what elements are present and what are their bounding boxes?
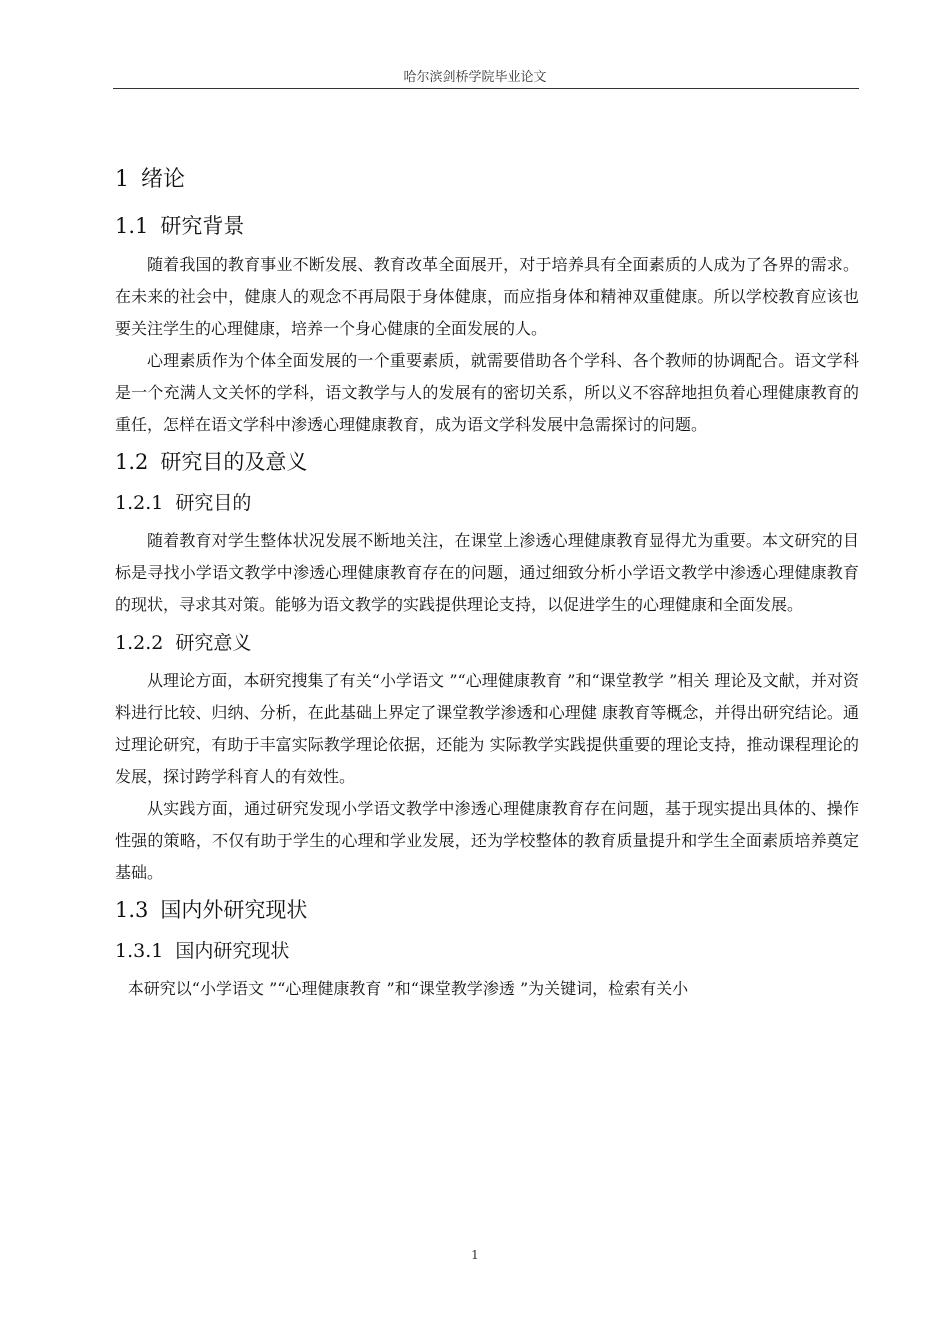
page-number: 1 — [471, 1248, 479, 1262]
paragraph: 随着教育对学生整体状况发展不断地关注，在课堂上渗透心理健康教育显得尤为重要。本文研究的目标是寻找小学语文教学中渗透心理健康教育存在的问题，通过细致分析小学语文教学中渗透心理健康教育的现状，寻求其对策。能够为语文教学的实践提供理论支持，以促进学生的心理健康和全面发展。 — [115, 531, 859, 614]
section-number: 1.2 — [115, 450, 149, 474]
section-heading-1-1 — [115, 207, 859, 245]
subsection-number: 1.3.1 — [115, 940, 164, 962]
paragraph: 从实践方面，通过研究发现小学语文教学中渗透心理健康教育存在问题，基于现实提出具体的、操作性强的策略，不仅有助于学生的心理和学业发展，还为学校整体的教育质量提升和学生全面素质培养奠定基础。 — [115, 799, 859, 882]
subsection-number: 1.2.2 — [115, 632, 164, 654]
section-number: 1.1 — [115, 214, 149, 238]
paragraph: 本研究以“小学语文 ”“心理健康教育 ”和“课堂教学渗透 ”为关键词，检索有关小 — [127, 979, 689, 998]
paragraph: 从理论方面，本研究搜集了有关“小学语文 ”“心理健康教育 ”和“课堂教学 ”相关 理论及文献，并对资料进行比较、归纳、分析，在此基础上界定了课堂教学渗透和心理健 康教育等概念，并得出研究结论。通过理论研究，有助于丰富实际教学理论依据，还能为 实际教学实践提供重要的理论支持，推动课程理论的发展，探讨跨学科育人的有效性。 — [115, 671, 859, 786]
subsection-heading-1-3-1 — [115, 933, 859, 969]
body-content — [115, 160, 859, 1005]
subsection-title: 国内研究现状 — [175, 940, 290, 962]
section-title: 国内外研究现状 — [160, 898, 308, 922]
running-header: 哈尔滨剑桥学院毕业论文 — [403, 70, 547, 85]
paragraph: 随着我国的教育事业不断发展、教育改革全面展开，对于培养具有全面素质的人成为了各界的需求。在未来的社会中，健康人的观念不再局限于身体健康，而应指身体和精神双重健康。所以学校教育应该也要关注学生的心理健康，培养一个身心健康的全面发展的人。 — [115, 255, 859, 338]
chapter-number: 1 — [115, 167, 129, 192]
subsection-heading-1-2-2 — [115, 625, 859, 661]
header-rule — [113, 88, 859, 89]
chapter-title: 绪论 — [141, 167, 186, 192]
section-title: 研究目的及意义 — [160, 450, 308, 474]
chapter-heading — [115, 160, 859, 200]
section-number: 1.3 — [115, 898, 149, 922]
subsection-title: 研究意义 — [175, 632, 252, 654]
subsection-heading-1-2-1 — [115, 485, 859, 521]
section-title: 研究背景 — [160, 214, 245, 238]
section-heading-1-2 — [115, 443, 859, 481]
subsection-number: 1.2.1 — [115, 492, 164, 514]
subsection-title: 研究目的 — [175, 492, 252, 514]
section-heading-1-3 — [115, 891, 859, 929]
paragraph: 心理素质作为个体全面发展的一个重要素质，就需要借助各个学科、各个教师的协调配合。语文学科是一个充满人文关怀的学科，语文教学与人的发展有的密切关系，所以义不容辞地担负着心理健康教育的重任，怎样在语文学科中渗透心理健康教育，成为语文学科发展中急需探讨的问题。 — [115, 351, 859, 434]
